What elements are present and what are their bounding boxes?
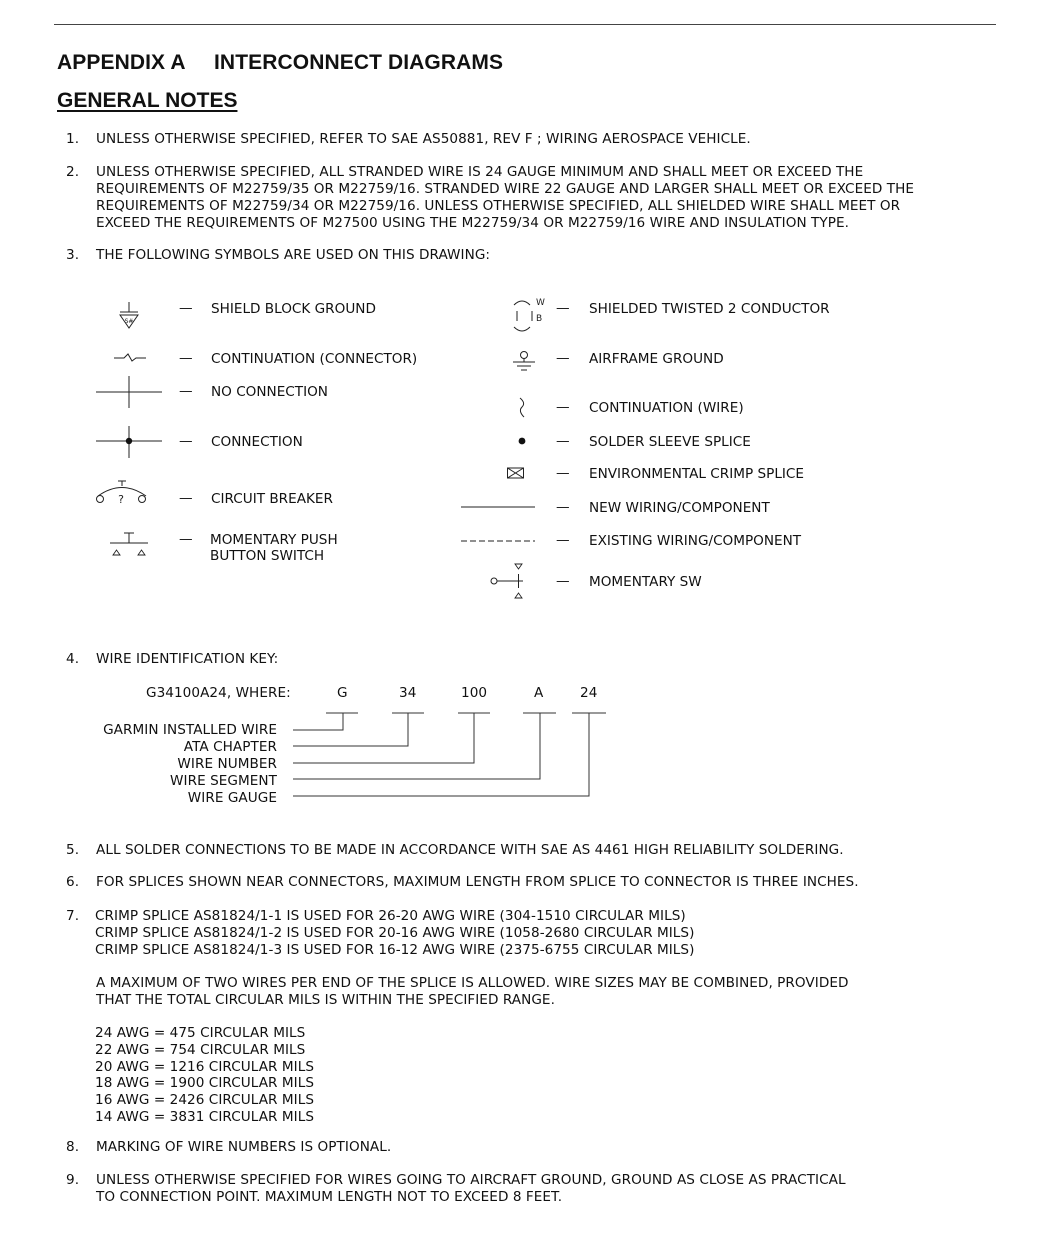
dash-connection: —: [179, 433, 193, 449]
note-5-number: 5.: [66, 842, 80, 858]
awg-row: 24 AWG = 475 CIRCULAR MILS: [95, 1025, 306, 1041]
dash-continuation-connector: —: [179, 350, 193, 366]
label-shield-block-ground: SHIELD BLOCK GROUND: [211, 301, 376, 317]
label-airframe-ground: AIRFRAME GROUND: [589, 351, 724, 367]
note-2-number: 2.: [66, 164, 80, 180]
twisted-pair-b-label: B: [536, 314, 543, 324]
dash-circuit-breaker: —: [179, 490, 193, 506]
note-7-paragraph: A MAXIMUM OF TWO WIRES PER END OF THE SPLICE IS ALLOWED. WIRE SIZES MAY BE COMBINED, PROVIDED THAT THE TOTAL CIRCULAR MILS IS WITHIN THE SPECIFIED RANGE.: [96, 975, 849, 1008]
label-shielded-twisted-pair: SHIELDED TWISTED 2 CONDUCTOR: [589, 301, 830, 317]
label-solder-sleeve-splice: SOLDER SLEEVE SPLICE: [589, 434, 751, 450]
note-9-number: 9.: [66, 1172, 80, 1188]
note-7-text: CRIMP SPLICE AS81824/1-1 IS USED FOR 26-20 AWG WIRE (304-1510 CIRCULAR MILS) CRIMP SPLICE AS81824/1-2 IS USED FOR 20-16 AWG WIRE (1058-2680 CIRCULAR MILS) CRIMP SPLICE AS81824/1-3 IS USED FOR 16-12 AWG WIRE (2375-6755 CIRCULAR MILS): [95, 908, 695, 958]
note-4-text: WIRE IDENTIFICATION KEY:: [96, 651, 279, 667]
note-6-text: FOR SPLICES SHOWN NEAR CONNECTORS, MAXIMUM LENGTH FROM SPLICE TO CONNECTOR IS THREE INCHES.: [96, 874, 859, 890]
dash-no-connection: —: [179, 383, 193, 399]
note-8-number: 8.: [66, 1139, 80, 1155]
wire-key-example: G34100A24, WHERE:: [146, 685, 291, 701]
note-1-text: UNLESS OTHERWISE SPECIFIED, REFER TO SAE AS50881, REV F ; WIRING AEROSPACE VEHICLE.: [96, 131, 751, 147]
dash-new-wiring: —: [556, 499, 570, 515]
wire-key-labels: GARMIN INSTALLED WIRE ATA CHAPTER WIRE NUMBER WIRE SEGMENT WIRE GAUGE: [103, 722, 277, 806]
dash-continuation-wire: —: [556, 399, 570, 415]
wire-key-part-g: G: [337, 685, 348, 701]
label-new-wiring: NEW WIRING/COMPONENT: [589, 500, 770, 516]
awg-row: 20 AWG = 1216 CIRCULAR MILS: [95, 1058, 315, 1075]
label-existing-wiring: EXISTING WIRING/COMPONENT: [589, 533, 802, 549]
section-title: GENERAL NOTES: [57, 89, 238, 112]
dash-airframe-ground: —: [556, 350, 570, 366]
label-continuation-connector: CONTINUATION (CONNECTOR): [211, 351, 418, 367]
note-9-text: UNLESS OTHERWISE SPECIFIED FOR WIRES GOING TO AIRCRAFT GROUND, GROUND AS CLOSE AS PRACTICAL TO CONNECTION POINT. MAXIMUM LENGTH NOT TO EXCEED 8 FEET.: [96, 1172, 846, 1205]
circuit-breaker-icon-text: ?: [118, 493, 124, 506]
note-6-number: 6.: [66, 874, 80, 890]
wire-key-part-segment: A: [534, 685, 544, 701]
label-momentary-switch: MOMENTARY SW: [589, 574, 702, 590]
awg-table: [95, 1025, 314, 1126]
awg-row: 22 AWG = 754 CIRCULAR MILS: [95, 1041, 306, 1058]
dash-existing-wiring: —: [556, 532, 570, 548]
dash-shielded-twisted-pair: —: [556, 300, 570, 316]
label-connection: CONNECTION: [211, 434, 303, 450]
note-4-number: 4.: [66, 651, 80, 667]
awg-row: 14 AWG = 3831 CIRCULAR MILS: [95, 1108, 315, 1125]
note-5-text: ALL SOLDER CONNECTIONS TO BE MADE IN ACCORDANCE WITH SAE AS 4461 HIGH RELIABILITY SOLDERING.: [96, 842, 844, 858]
label-continuation-wire: CONTINUATION (WIRE): [589, 400, 744, 416]
wire-key-part-number: 100: [461, 685, 488, 701]
dash-shield-block-ground: —: [179, 300, 193, 316]
appendix-title: INTERCONNECT DIAGRAMS: [214, 51, 504, 74]
awg-row: 18 AWG = 1900 CIRCULAR MILS: [95, 1075, 315, 1092]
wire-key-part-gauge: 24: [580, 685, 598, 701]
note-8-text: MARKING OF WIRE NUMBERS IS OPTIONAL.: [96, 1139, 392, 1155]
note-1-number: 1.: [66, 131, 80, 147]
dash-environmental-crimp-splice: —: [556, 465, 570, 481]
shield-block-ground-icon-text: S#: [124, 318, 134, 325]
appendix-label: APPENDIX A: [57, 51, 186, 74]
note-3-number: 3.: [66, 247, 80, 263]
dash-momentary-push-button: —: [179, 531, 193, 547]
label-circuit-breaker: CIRCUIT BREAKER: [211, 491, 333, 507]
awg-row: 16 AWG = 2426 CIRCULAR MILS: [95, 1092, 315, 1109]
label-no-connection: NO CONNECTION: [211, 384, 328, 400]
wire-key-part-ata: 34: [399, 685, 417, 701]
twisted-pair-w-label: W: [536, 298, 545, 308]
dash-momentary-switch: —: [556, 573, 570, 589]
note-2-text: UNLESS OTHERWISE SPECIFIED, ALL STRANDED WIRE IS 24 GAUGE MINIMUM AND SHALL MEET OR EXCEED THE REQUIREMENTS OF M22759/35 OR M22759/16. STRANDED WIRE 22 GAUGE AND LARGER SHALL MEET OR EXCEED THE REQUIREMENTS OF M22759/34 OR M22759/16. UNLESS OTHERWISE SPECIFIED, ALL SHIELDED WIRE SHALL MEET OR EXCEED THE REQUIREMENTS OF M27500 USING THE M22759/34 OR M22759/16 WIRE AND INSULATION TYPE.: [96, 164, 915, 231]
label-momentary-push-button: MOMENTARY PUSH BUTTON SWITCH: [210, 532, 338, 564]
note-3-text: THE FOLLOWING SYMBOLS ARE USED ON THIS DRAWING:: [96, 247, 491, 263]
note-7-number: 7.: [66, 908, 80, 924]
label-environmental-crimp-splice: ENVIRONMENTAL CRIMP SPLICE: [589, 466, 804, 482]
dash-solder-sleeve-splice: —: [556, 433, 570, 449]
